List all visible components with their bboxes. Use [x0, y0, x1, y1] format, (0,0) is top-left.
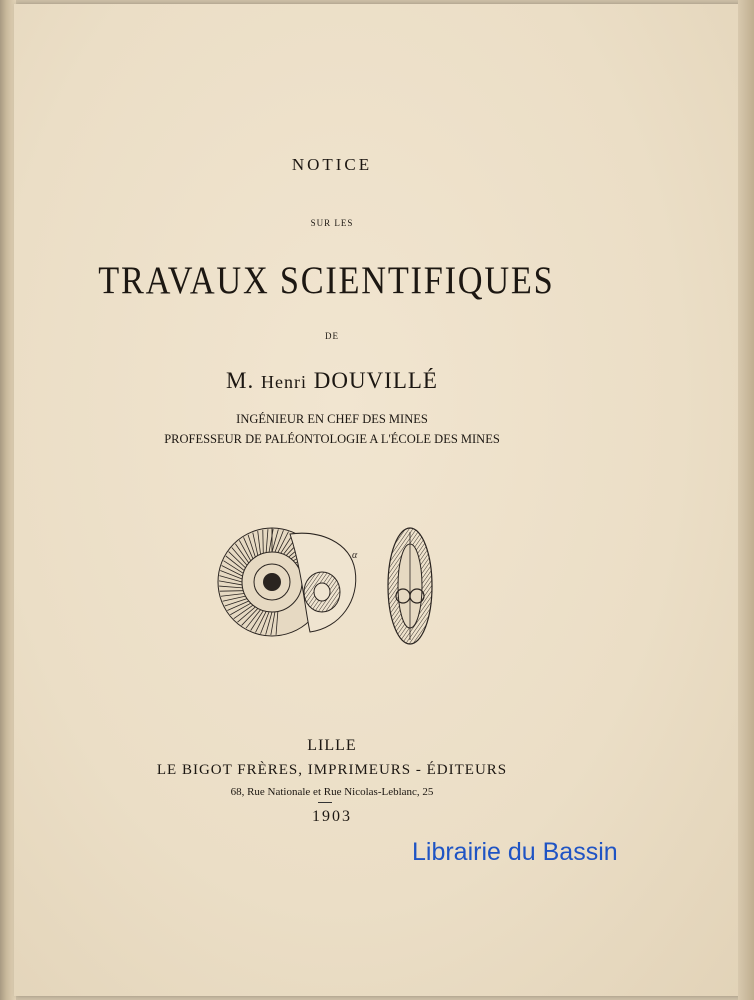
- main-title: TRAVAUX SCIENTIFIQUES: [98, 259, 555, 302]
- figure-label: α: [352, 550, 358, 561]
- author-role-1: INGÉNIEUR EN CHEF DES MINES: [236, 412, 428, 426]
- ammonite-fossil-icon: [210, 520, 460, 655]
- notice-heading: NOTICE: [291, 155, 373, 174]
- title-page: [14, 4, 740, 996]
- ammonite-side-view: [218, 528, 358, 636]
- watermark: Librairie du Bassin: [412, 838, 618, 866]
- de-text: DE: [325, 331, 339, 341]
- author-last-name: DOUVILLÉ: [313, 368, 438, 393]
- ammonite-front-view: [388, 528, 432, 644]
- imprint-year: 1903: [312, 808, 352, 825]
- author-prefix: M.: [226, 368, 255, 393]
- author-role-2: PROFESSEUR DE PALÉONTOLOGIE A L'ÉCOLE DES MINES: [164, 432, 500, 446]
- imprint-address: 68, Rue Nationale et Rue Nicolas-Leblanc, 25: [230, 786, 434, 798]
- author-first-name: Henri: [260, 372, 307, 392]
- imprint-city: LILLE: [307, 737, 357, 754]
- divider: [318, 802, 332, 803]
- page-edge-right: [738, 0, 754, 1000]
- imprint-publisher: LE BIGOT FRÈRES, IMPRIMEURS - ÉDITEURS: [156, 762, 508, 778]
- sur-les-text: SUR LES: [310, 218, 354, 228]
- author-name: [0, 368, 709, 394]
